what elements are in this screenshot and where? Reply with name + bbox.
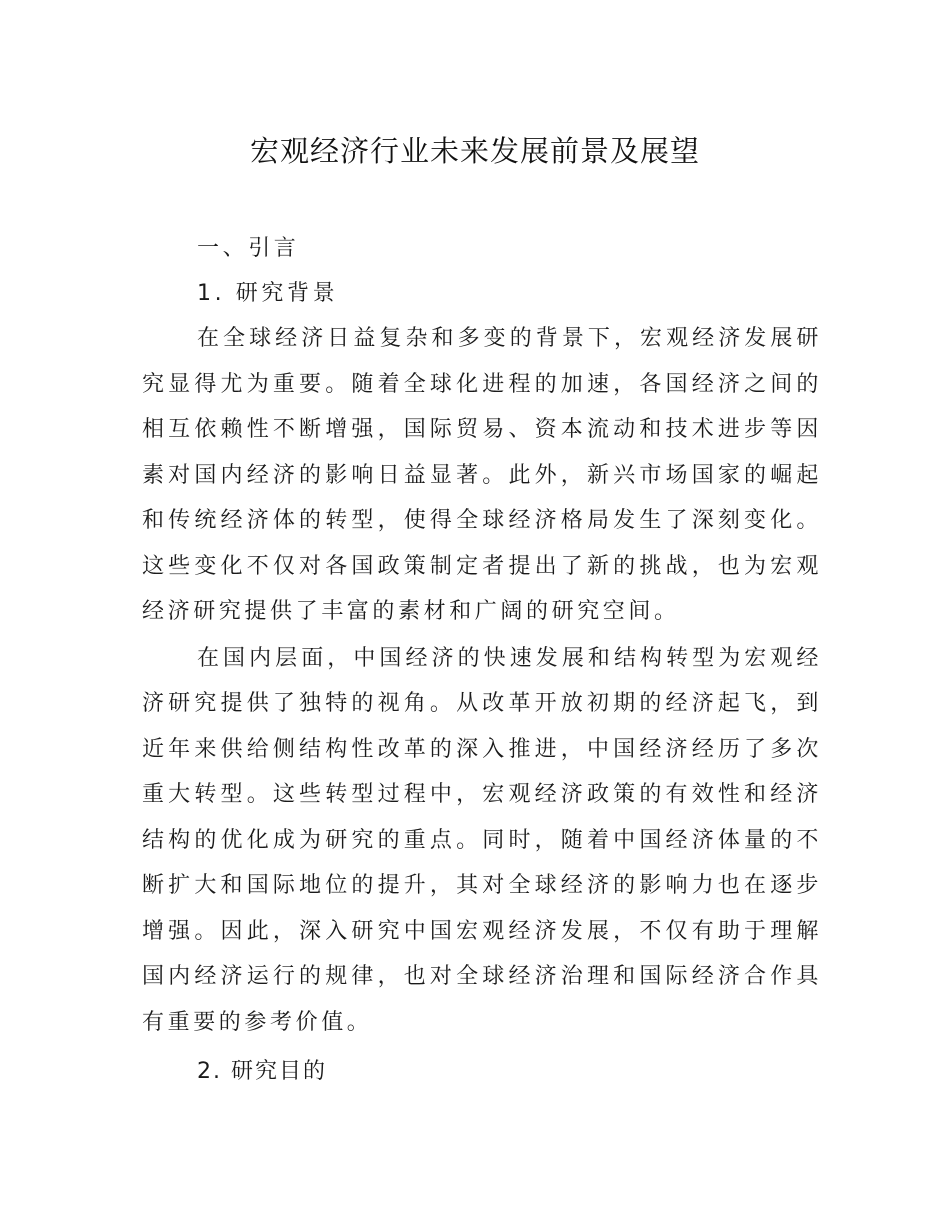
document-title: 宏观经济行业未来发展前景及展望 (249, 134, 700, 169)
subsection-heading-research-purpose: 2. 研究目的 (197, 1059, 327, 1084)
subsection-heading-research-background: 1. 研究背景 (197, 281, 339, 306)
document-body (142, 226, 822, 1096)
paragraph-research-background-global: 在全球经济日益复杂和多变的背景下，宏观经济发展研究显得尤为重要。随着全球化进程的加速，各国经济之间的相互依赖性不断增强，国际贸易、资本流动和技术进步等因素对国内经济的影响日益显著。此外，新兴市场国家的崛起和传统经济体的转型，使得全球经济格局发生了深刻变化。这些变化不仅对各国政策制定者提出了新的挑战，也为宏观经济研究提供了丰富的素材和广阔的研究空间。 (142, 326, 822, 624)
paragraph-research-background-domestic: 在国内层面，中国经济的快速发展和结构转型为宏观经济研究提供了独特的视角。从改革开放初期的经济起飞，到近年来供给侧结构性改革的深入推进，中国经济经历了多次重大转型。这些转型过程中，宏观经济政策的有效性和经济结构的优化成为研究的重点。同时，随着中国经济体量的不断扩大和国际地位的提升，其对全球经济的影响力也在逐步增强。因此，深入研究中国宏观经济发展，不仅有助于理解国内经济运行的规律，也对全球经济治理和国际经济合作具有重要的参考价值。 (142, 645, 822, 1035)
section-heading-introduction: 一、引言 (197, 236, 300, 261)
